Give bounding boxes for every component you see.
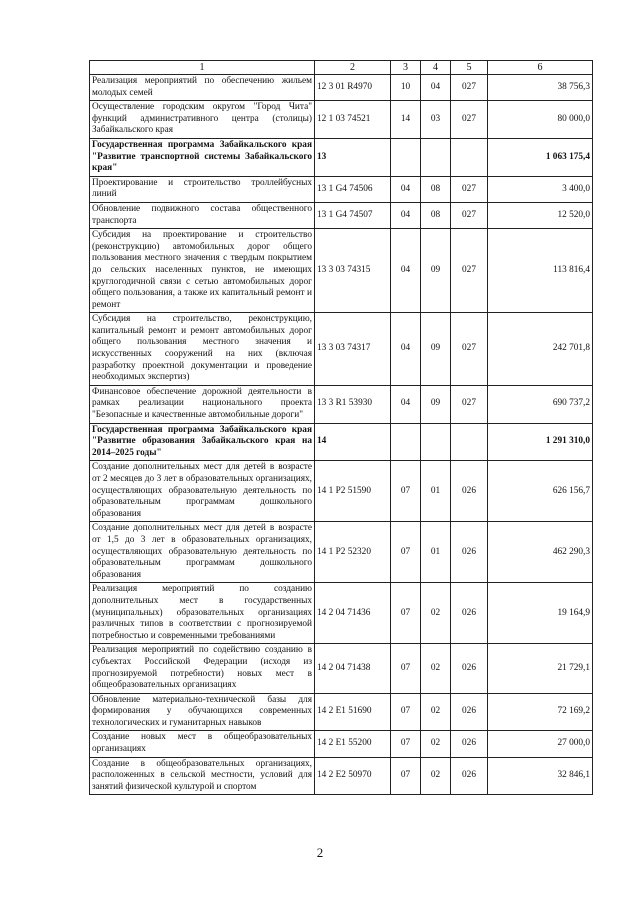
program-row [90,138,593,176]
subsection-cell: 03 [421,101,451,139]
section-cell: 07 [391,757,421,795]
table-row [90,176,593,202]
budget-code-cell: 13 [315,138,391,176]
row-name-cell: Осуществление городским округом "Город Чита" функций административного центра (столицы) Забайкальского края [90,101,315,139]
budget-code-cell: 14 1 P2 51590 [315,461,391,522]
subsection-cell: 02 [421,644,451,693]
table-row [90,202,593,228]
expense-type-cell: 027 [451,229,488,313]
subsection-cell: 02 [421,693,451,731]
table-row [90,229,593,313]
amount-cell: 462 290,3 [488,522,593,583]
amount-cell: 113 816,4 [488,229,593,313]
budget-code-cell: 14 2 E1 51690 [315,693,391,731]
amount-cell: 80 000,0 [488,101,593,139]
row-name-cell: Проектирование и строительство троллейбусных линий [90,176,315,202]
section-cell: 07 [391,644,421,693]
section-cell: 07 [391,461,421,522]
subsection-cell: 09 [421,313,451,386]
amount-cell: 626 156,7 [488,461,593,522]
subsection-cell: 02 [421,757,451,795]
amount-cell: 38 756,3 [488,75,593,101]
amount-cell: 32 846,1 [488,757,593,795]
budget-code-cell: 12 1 03 74521 [315,101,391,139]
expense-type-cell: 027 [451,313,488,386]
amount-cell: 12 520,0 [488,202,593,228]
column-header: 5 [451,61,488,75]
section-cell: 04 [391,229,421,313]
expense-type-cell: 026 [451,731,488,757]
section-cell: 04 [391,202,421,228]
subsection-cell [421,423,451,461]
column-header: 3 [391,61,421,75]
expense-type-cell [451,138,488,176]
section-cell [391,423,421,461]
row-name-cell: Реализация мероприятий по обеспечению жильем молодых семей [90,75,315,101]
budget-code-cell: 12 3 01 R4970 [315,75,391,101]
amount-cell: 242 701,8 [488,313,593,386]
column-header: 2 [315,61,391,75]
table-row [90,522,593,583]
row-name-cell: Реализация мероприятий по созданию дополнительных мест в государственных (муниципальных) образовательных организациях различных типов в соответствии с прогнозируемой потребностью и современными требованиями [90,583,315,644]
amount-cell: 27 000,0 [488,731,593,757]
expense-type-cell: 027 [451,385,488,423]
row-name-cell: Субсидия на строительство, реконструкцию, капитальный ремонт и ремонт автомобильных дорог общего пользования местного значения и искусственных сооружений на них (включая разработку проектной документации и проведение необходимых экспертиз) [90,313,315,386]
table-row [90,101,593,139]
budget-code-cell: 14 2 E2 50970 [315,757,391,795]
program-row [90,423,593,461]
row-name-cell: Обновление материально-технической базы для формирования у обучающихся современных технологических и гуманитарных навыков [90,693,315,731]
table-header-row [90,61,593,75]
table-row [90,693,593,731]
budget-code-cell: 13 3 03 74317 [315,313,391,386]
section-cell: 10 [391,75,421,101]
row-name-cell: Создание дополнительных мест для детей в возрасте от 1,5 до 3 лет в образовательных организациях, осуществляющих образовательную деятельность по образовательным программам дошкольного образования [90,522,315,583]
amount-cell: 1 063 175,4 [488,138,593,176]
subsection-cell: 08 [421,202,451,228]
budget-table [89,60,593,795]
expense-type-cell: 027 [451,101,488,139]
budget-code-cell: 13 3 03 74315 [315,229,391,313]
amount-cell: 21 729,1 [488,644,593,693]
amount-cell: 690 737,2 [488,385,593,423]
table-row [90,644,593,693]
table-row [90,583,593,644]
amount-cell: 3 400,0 [488,176,593,202]
subsection-cell: 02 [421,583,451,644]
subsection-cell: 01 [421,522,451,583]
amount-cell: 1 291 310,0 [488,423,593,461]
row-name-cell: Создание в общеобразовательных организациях, расположенных в сельской местности, условий для занятий физической культурой и спортом [90,757,315,795]
section-cell: 07 [391,693,421,731]
section-cell: 04 [391,176,421,202]
row-name-cell: Субсидия на проектирование и строительство (реконструкцию) автомобильных дорог общего пользования местного значения с твердым покрытием до сельских населенных пунктов, не имеющих круглогодичной связи с сетью автомобильных дорог общего пользования, а также их капитальный ремонт и ремонт [90,229,315,313]
column-header: 6 [488,61,593,75]
budget-code-cell: 13 1 G4 74506 [315,176,391,202]
row-name-cell: Государственная программа Забайкальского края "Развитие образования Забайкальского края на 2014–2025 годы" [90,423,315,461]
expense-type-cell: 027 [451,75,488,101]
table-row [90,75,593,101]
budget-code-cell: 14 [315,423,391,461]
page-number: 2 [316,845,324,860]
subsection-cell [421,138,451,176]
table-row [90,313,593,386]
section-cell: 07 [391,731,421,757]
table-row [90,731,593,757]
budget-code-cell: 14 2 04 71438 [315,644,391,693]
table-row [90,461,593,522]
row-name-cell: Создание новых мест в общеобразовательных организациях [90,731,315,757]
expense-type-cell: 026 [451,757,488,795]
row-name-cell: Финансовое обеспечение дорожной деятельности в рамках реализации национального проекта "Безопасные и качественные автомобильные дороги" [90,385,315,423]
column-header: 1 [90,61,315,75]
expense-type-cell: 027 [451,202,488,228]
row-name-cell: Государственная программа Забайкальского края "Развитие транспортной системы Забайкальского края" [90,138,315,176]
budget-code-cell: 14 2 E1 55200 [315,731,391,757]
expense-type-cell [451,423,488,461]
budget-code-cell: 14 1 P2 52320 [315,522,391,583]
subsection-cell: 08 [421,176,451,202]
section-cell: 04 [391,313,421,386]
row-name-cell: Создание дополнительных мест для детей в возрасте от 2 месяцев до 3 лет в образовательных организациях, осуществляющих образовательную деятельность по образовательным программам дошкольного образования [90,461,315,522]
table-body [90,61,593,795]
amount-cell: 72 169,2 [488,693,593,731]
subsection-cell: 09 [421,385,451,423]
table-row [90,385,593,423]
table-row [90,757,593,795]
section-cell: 14 [391,101,421,139]
section-cell: 04 [391,385,421,423]
subsection-cell: 01 [421,461,451,522]
expense-type-cell: 026 [451,583,488,644]
budget-code-cell: 14 2 04 71436 [315,583,391,644]
row-name-cell: Реализация мероприятий по содействию созданию в субъектах Российской Федерации (исходя из прогнозируемой потребности) новых мест в общеобразовательных организациях [90,644,315,693]
row-name-cell: Обновление подвижного состава общественного транспорта [90,202,315,228]
expense-type-cell: 027 [451,176,488,202]
column-header: 4 [421,61,451,75]
subsection-cell: 09 [421,229,451,313]
section-cell [391,138,421,176]
budget-code-cell: 13 1 G4 74507 [315,202,391,228]
expense-type-cell: 026 [451,644,488,693]
subsection-cell: 02 [421,731,451,757]
expense-type-cell: 026 [451,693,488,731]
budget-code-cell: 13 3 R1 53930 [315,385,391,423]
expense-type-cell: 026 [451,461,488,522]
subsection-cell: 04 [421,75,451,101]
section-cell: 07 [391,522,421,583]
section-cell: 07 [391,583,421,644]
amount-cell: 19 164,9 [488,583,593,644]
expense-type-cell: 026 [451,522,488,583]
